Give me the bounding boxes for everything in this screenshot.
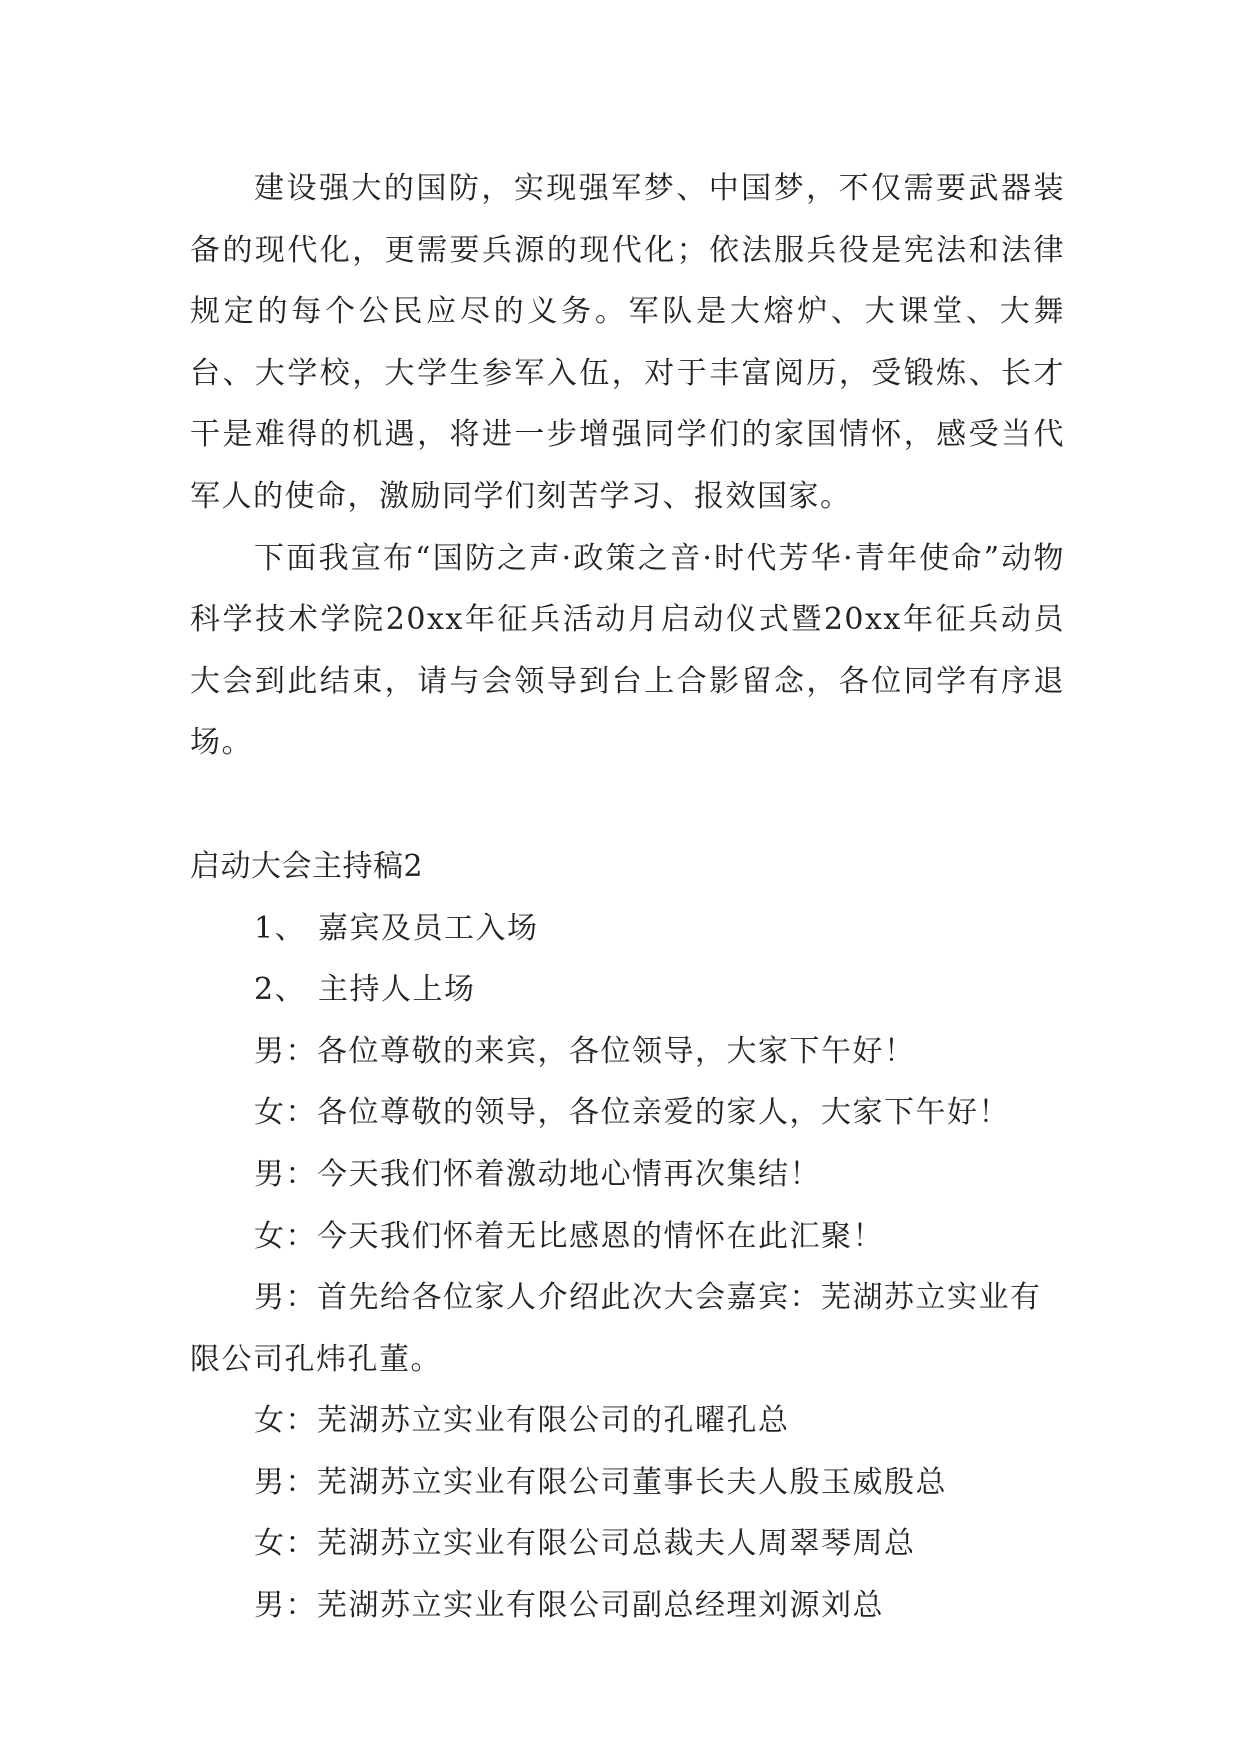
intro-paragraph-1: 建设强大的国防，实现强军梦、中国梦，不仅需要武器装备的现代化，更需要兵源的现代化；依法服兵役是宪法和法律规定的每个公民应尽的义务。军队是大熔炉、大课堂、大舞台、大学校，大学生参军入伍，对于丰富阅历，受锻炼、长才干是难得的机遇，将进一步增强同学们的家国情怀，感受当代军人的使命，激励同学们刻苦学习、报效国家。: [190, 171, 1065, 514]
dialogue-line: 男：各位尊敬的来宾，各位领导，大家下午好！: [254, 1033, 916, 1069]
list-item-number: 1、: [254, 910, 307, 946]
section-title: 启动大会主持稿2: [190, 848, 424, 884]
dialogue-line: 男：首先给各位家人介绍此次大会嘉宾：芜湖苏立实业有限公司孔炜孔董。: [190, 1280, 1042, 1377]
document-body: [190, 158, 1065, 1637]
intro-paragraph-2: 下面我宣布“国防之声·政策之音·时代芳华·青年使命”动物科学技术学院20xx年征兵活动月启动仪式暨20xx年征兵动员大会到此结束，请与会领导到台上合影留念，各位同学有序退场。: [190, 540, 1065, 761]
dialogue-line: 男：今天我们怀着激动地心情再次集结！: [254, 1156, 821, 1192]
list-item-number: 2、: [254, 972, 307, 1008]
dialogue-line: 男：芜湖苏立实业有限公司副总经理刘源刘总: [254, 1588, 884, 1624]
dialogue-line: 女：各位尊敬的领导，各位亲爱的家人，大家下午好！: [254, 1095, 1010, 1131]
dialogue-line: 男：芜湖苏立实业有限公司董事长夫人殷玉威殷总: [254, 1464, 947, 1500]
dialogue-line: 女：芜湖苏立实业有限公司总裁夫人周翠琴周总: [254, 1526, 916, 1562]
dialogue-line: 女：芜湖苏立实业有限公司的孔曜孔总: [254, 1403, 790, 1439]
list-item-text: 嘉宾及员工入场: [318, 910, 539, 946]
list-item: [190, 959, 1065, 1021]
dialogue-line: 女：今天我们怀着无比感恩的情怀在此汇聚！: [254, 1218, 884, 1254]
list-item: [190, 898, 1065, 960]
list-item-text: 主持人上场: [318, 972, 476, 1008]
